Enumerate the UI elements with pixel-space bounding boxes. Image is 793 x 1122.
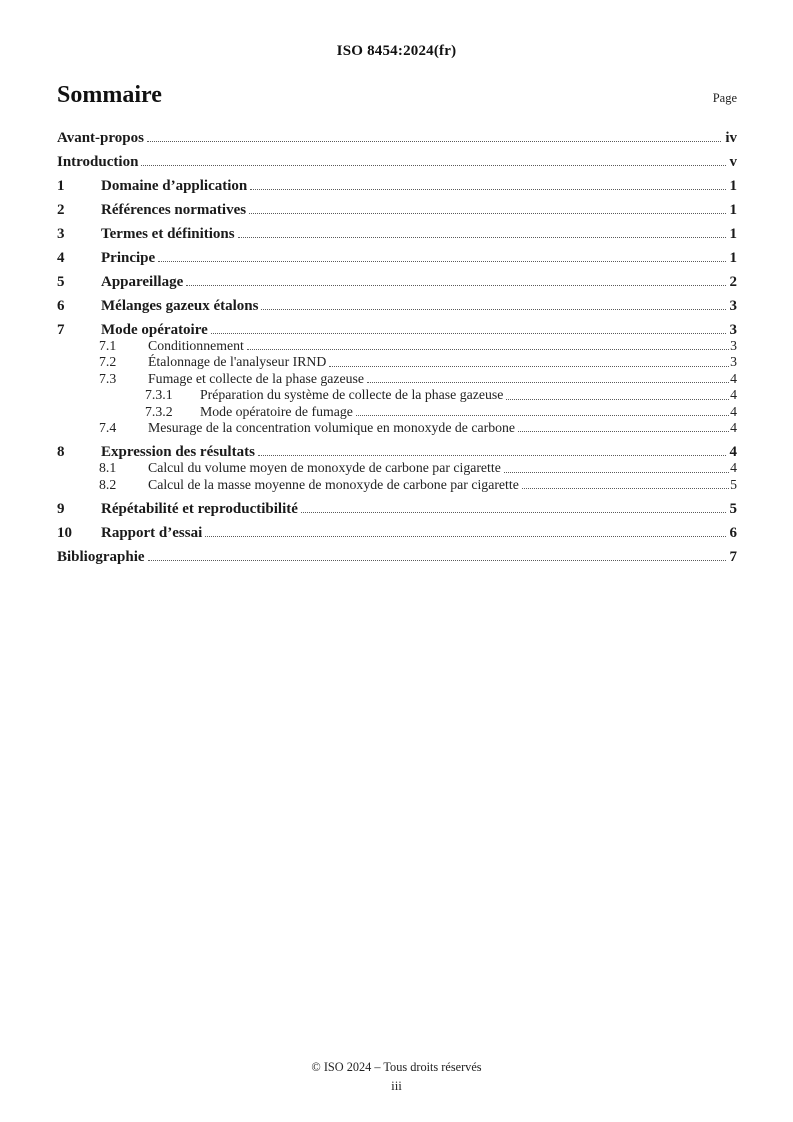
toc-entry	[57, 477, 737, 493]
page-footer	[0, 1060, 793, 1096]
toc-entry	[57, 155, 737, 170]
page-column-label: Page	[712, 91, 737, 105]
toc-entry-number: 4	[57, 250, 65, 266]
dotted-leader	[258, 455, 726, 456]
toc-entry-page: iv	[725, 130, 737, 146]
toc-entry	[57, 445, 737, 460]
dotted-leader	[249, 213, 725, 214]
toc-entry-page: 1	[729, 250, 737, 266]
toc-entry-page: 6	[729, 525, 737, 542]
toc-entry-label: Références normatives	[101, 202, 247, 218]
toc-entry-page: 1	[729, 178, 737, 194]
toc-entry	[57, 387, 737, 403]
toc-entry-page: 7	[729, 549, 737, 566]
toc-entry-label: Mélanges gazeux étalons	[101, 298, 259, 314]
toc-entry	[57, 550, 737, 565]
toc-entry-number: 7	[57, 322, 65, 338]
toc-entry-label: Conditionnement	[148, 338, 244, 353]
dotted-leader	[186, 285, 725, 286]
dotted-leader	[148, 560, 726, 561]
dotted-leader	[211, 333, 726, 334]
toc-entry	[57, 251, 737, 266]
toc-entry-page: 4	[730, 403, 737, 419]
toc-entry-label: Avant-propos	[57, 130, 144, 146]
toc-entry	[57, 338, 737, 354]
toc-entry-label: Fumage et collecte de la phase gazeuse	[148, 370, 365, 386]
toc-entry-page: 3	[729, 322, 737, 338]
toc-entry-number: 7.4	[99, 420, 117, 436]
table-of-contents	[57, 122, 737, 565]
toc-entry-page: v	[729, 154, 737, 170]
toc-entry-number: 2	[57, 202, 65, 218]
copyright-notice: © ISO 2024 – Tous droits réservés	[311, 1060, 482, 1074]
toc-entry-number: 10	[57, 525, 72, 542]
toc-entry-page: 3	[730, 354, 737, 370]
dotted-leader	[301, 512, 726, 513]
toc-entry-label: Appareillage	[101, 274, 184, 290]
toc-entry-page: 1	[729, 202, 737, 218]
toc-entry-number: 7.2	[99, 354, 117, 370]
toc-entry-page: 4	[729, 444, 737, 461]
toc-entry-label: Préparation du système de collecte de la phase gazeuse	[200, 387, 504, 403]
toc-entry-page: 4	[730, 370, 737, 386]
toc-entry	[57, 526, 737, 541]
toc-entry-label: Principe	[101, 250, 156, 266]
toc-entry-number: 5	[57, 274, 65, 290]
dotted-leader	[205, 536, 725, 537]
toc-entry-number: 8.2	[99, 476, 117, 492]
toc-entry-number: 7.3.2	[145, 403, 173, 419]
toc-entry	[57, 131, 737, 146]
toc-entry-label: Rapport d’essai	[101, 525, 203, 542]
toc-entry-number: 8	[57, 444, 65, 461]
toc-entry-number: 7.3.1	[145, 387, 173, 403]
toc-entry-number: 9	[57, 501, 65, 518]
toc-entry-page: 1	[729, 226, 737, 242]
toc-entry-label: Calcul de la masse moyenne de monoxyde de carbone par cigarette	[148, 476, 519, 492]
toc-entry	[57, 275, 737, 290]
toc-entry	[57, 354, 737, 370]
toc-entry-label: Étalonnage de l'analyseur IRND	[148, 354, 327, 370]
toc-entry-label: Bibliographie	[57, 549, 145, 566]
toc-entry-label: Répétabilité et reproductibilité	[101, 501, 298, 518]
dotted-leader	[522, 488, 729, 489]
toc-entry	[57, 404, 737, 420]
toc-entry-number: 7.1	[99, 338, 117, 353]
toc-entry-page: 3	[730, 338, 737, 353]
toc-title-row	[57, 82, 737, 108]
dotted-leader	[250, 189, 725, 190]
dotted-leader	[367, 382, 729, 383]
toc-entry-label: Termes et définitions	[101, 226, 235, 242]
toc-entry-page: 4	[730, 387, 737, 403]
toc-entry-number: 7.3	[99, 370, 117, 386]
dotted-leader	[247, 349, 729, 350]
toc-entry-number: 3	[57, 226, 65, 242]
toc-entry-page: 5	[729, 501, 737, 518]
toc-entry	[57, 179, 737, 194]
dotted-leader	[506, 399, 729, 400]
dotted-leader	[504, 472, 729, 473]
toc-entry-number: 8.1	[99, 460, 117, 476]
toc-entry-page: 4	[730, 460, 737, 476]
dotted-leader	[261, 309, 725, 310]
page-number: iii	[391, 1078, 402, 1093]
document-reference-header: ISO 8454:2024(fr)	[336, 43, 457, 59]
toc-entry-label: Mode opératoire	[101, 322, 208, 338]
toc-entry-label: Mode opératoire de fumage	[200, 403, 353, 419]
dotted-leader	[518, 431, 729, 432]
toc-entry	[57, 371, 737, 387]
toc-entry	[57, 299, 737, 314]
toc-entry-page: 2	[729, 274, 737, 290]
toc-entry-label: Domaine d’application	[101, 178, 248, 194]
toc-entry-label: Calcul du volume moyen de monoxyde de carbone par cigarette	[148, 460, 501, 476]
toc-entry-label: Expression des résultats	[101, 444, 255, 461]
toc-entry	[57, 227, 737, 242]
toc-entry	[57, 203, 737, 218]
dotted-leader	[356, 415, 729, 416]
dotted-leader	[141, 165, 725, 166]
toc-entry	[57, 460, 737, 476]
toc-entry-page: 5	[730, 476, 737, 492]
dotted-leader	[329, 366, 729, 367]
toc-entry	[57, 323, 737, 338]
toc-entry-number: 1	[57, 178, 65, 194]
toc-entry	[57, 502, 737, 517]
dotted-leader	[147, 141, 721, 142]
toc-entry-label: Mesurage de la concentration volumique en monoxyde de carbone	[148, 420, 516, 436]
toc-entry-page: 4	[730, 420, 737, 436]
toc-entry-page: 3	[729, 298, 737, 314]
toc-entry-number: 6	[57, 298, 65, 314]
toc-entry-label: Introduction	[57, 154, 139, 170]
toc-title: Sommaire	[57, 82, 162, 108]
dotted-leader	[238, 237, 726, 238]
dotted-leader	[158, 261, 725, 262]
toc-entry	[57, 420, 737, 436]
